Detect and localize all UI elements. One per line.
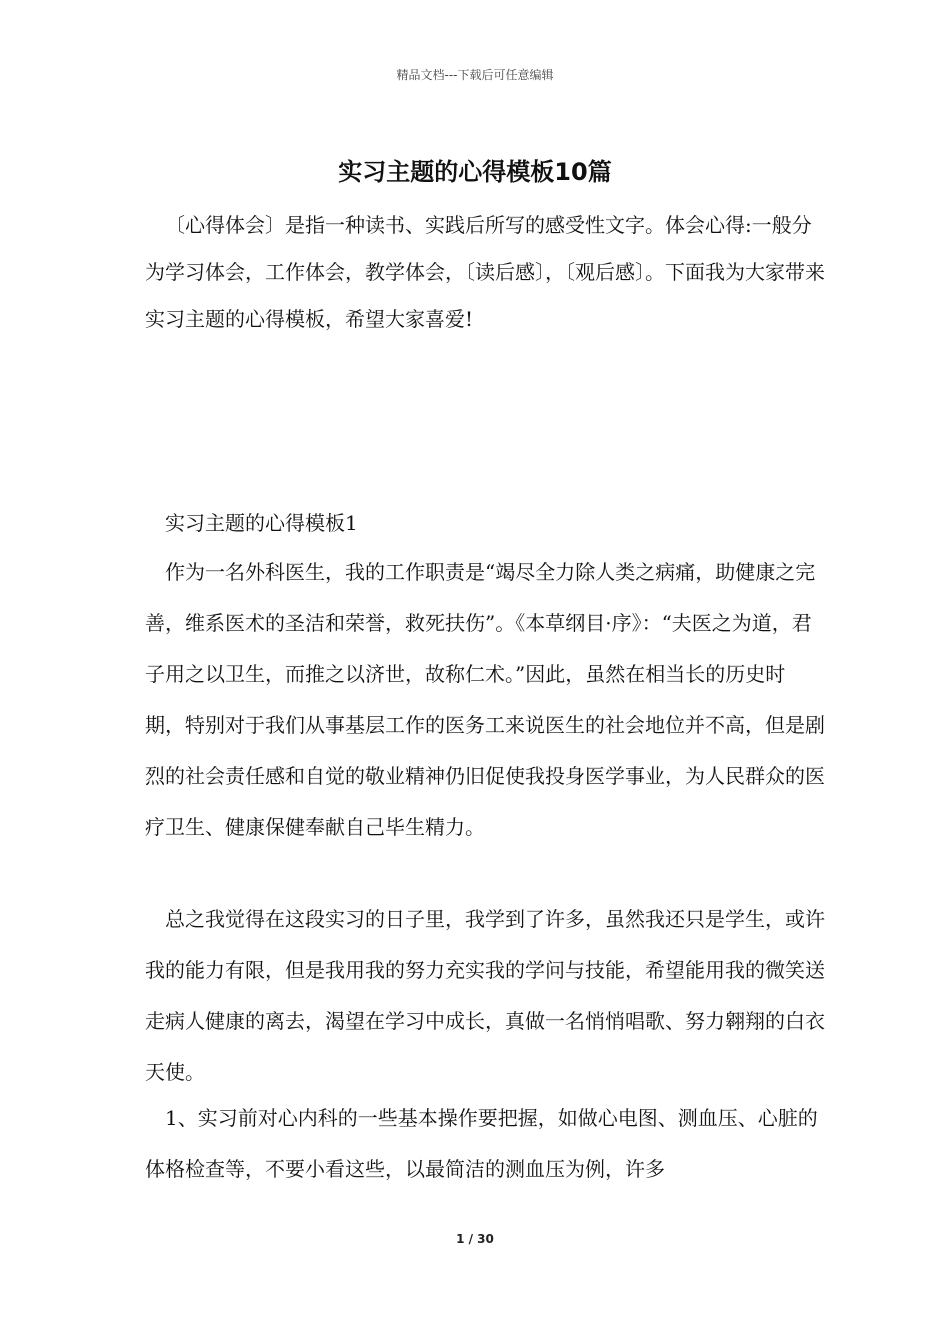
body-paragraph-3: 1、实习前对心内科的一些基本操作要把握，如做心电图、测血压、心脏的体格检查等，不要小看这些，以最简洁的测血压为例，许多 bbox=[145, 1106, 818, 1181]
body-paragraph-1: 作为一名外科医生，我的工作职责是“竭尽全力除人类之病痛，助健康之完善，维系医术的圣洁和荣誉，救死扶伤”。《本草纲目·序》：“夫医之为道，君子用之以卫生，而推之以济世，故称仁术。”因此，虽然在相当长的历史时期，特别对于我们从事基层工作的医务工来说医生的社会地位并不高，但是剧烈的社会责任感和自觉的敬业精神仍旧促使我投身医学事业，为人民群众的医疗卫生、健康保健奉献自己毕生精力。 bbox=[145, 560, 825, 839]
document-title: 实习主题的心得模板10篇 bbox=[338, 158, 612, 186]
section-heading: 实习主题的心得模板1 bbox=[165, 511, 358, 535]
body-paragraph-2: 总之我觉得在这段实习的日子里，我学到了许多，虽然我还只是学生，或许我的能力有限，但是我用我的努力充实我的学问与技能，希望能用我的微笑送走病人健康的离去，渴望在学习中成长，真做一名悄悄唱歌、努力翱翔的白衣天使。 bbox=[145, 907, 825, 1084]
intro-paragraph: 〔心得体会〕是指一种读书、实践后所写的感受性文字。体会心得:一般分为学习体会，工作体会，教学体会，〔读后感〕，〔观后感〕。下面我为大家带来实习主题的心得模板，希望大家喜爱! bbox=[145, 213, 825, 331]
page-indicator: 1 / 30 bbox=[456, 1232, 494, 1246]
page-header: 精品文档---下载后可任意编辑 bbox=[396, 68, 554, 82]
